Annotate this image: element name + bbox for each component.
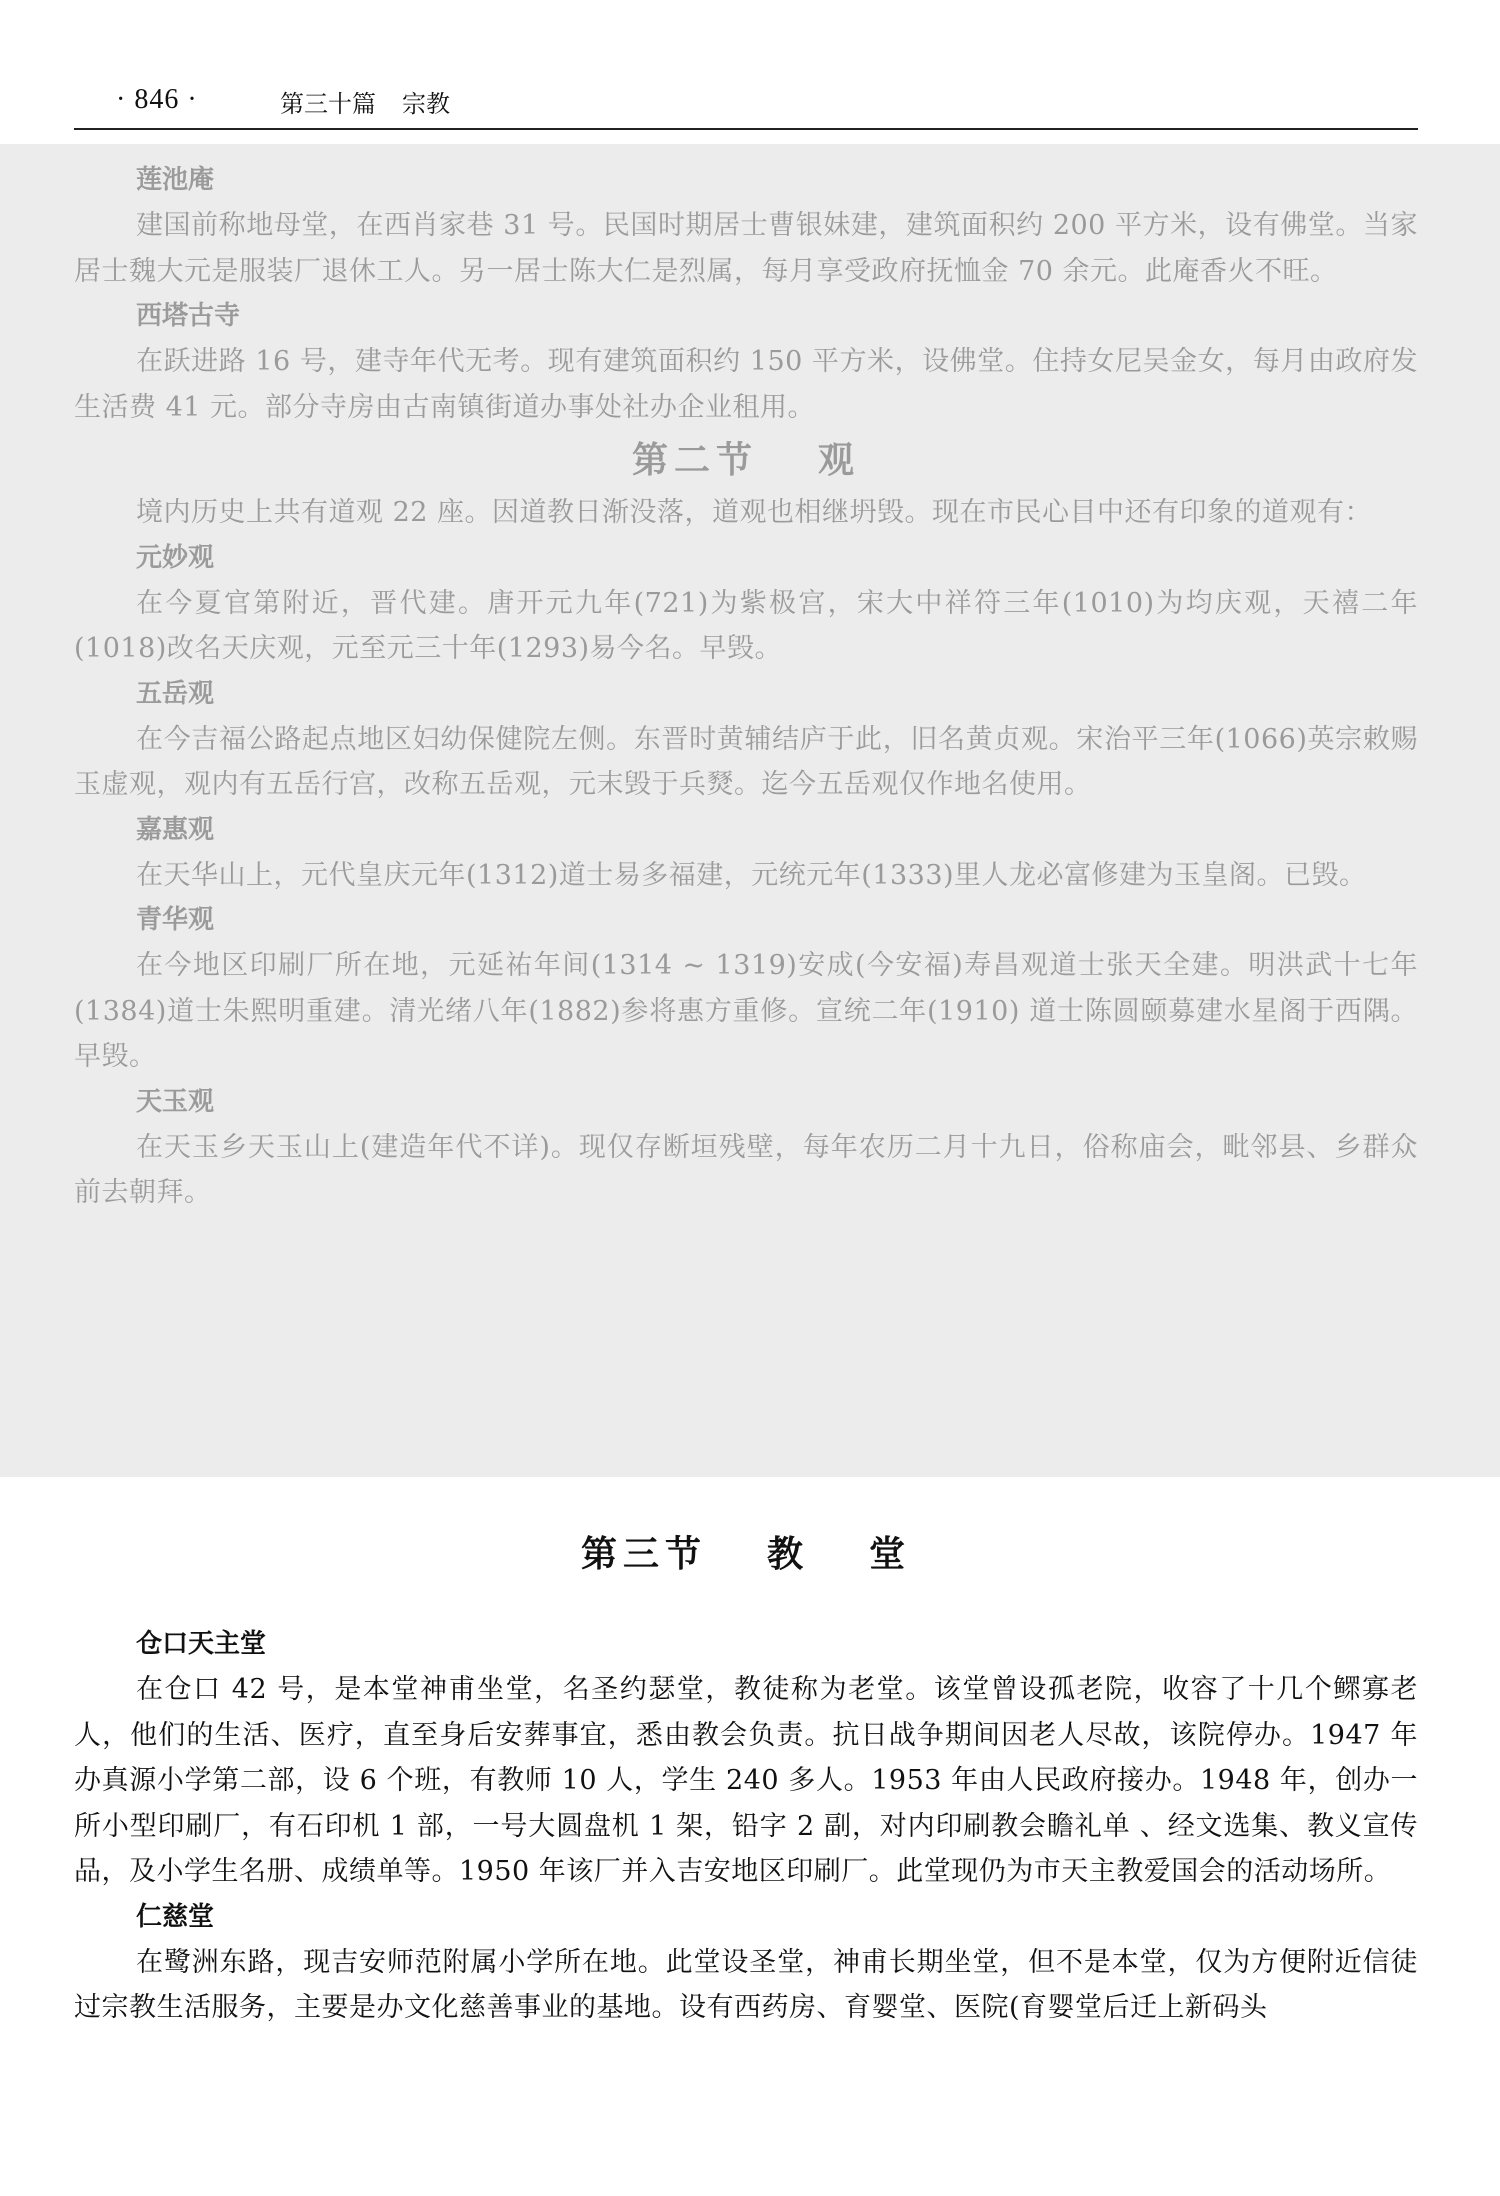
section-name-2: 堂 <box>869 1533 912 1575</box>
running-title <box>280 84 450 119</box>
entry-jiahuiguan <box>74 808 1418 899</box>
page-number: · 846 · <box>116 84 198 115</box>
entry-rencitang <box>74 1895 1418 2031</box>
entry-heading: 西塔古寺 <box>136 301 241 331</box>
entry-heading: 天玉观 <box>136 1086 215 1117</box>
part-label: 第三十篇 <box>280 90 376 118</box>
entry-heading: 五岳观 <box>136 678 215 709</box>
entry-text: 在跃进路 16 号，建寺年代无考。现有建筑面积约 150 平方米，设佛堂。住持女尼吴金女，每月由政府发生活费 41 元。部分寺房由古南镇街道办事处社办企业租用。 <box>74 346 1418 423</box>
entry-text: 在鹭洲东路，现吉安师范附属小学所在地。此堂设圣堂，神甫长期坐堂，但不是本堂，仅为方便附近信徒过宗教生活服务，主要是办文化慈善事业的基地。设有西药房、育婴堂、医院(育婴堂后迁上新码头 <box>74 1946 1418 2023</box>
entry-text: 在今地区印刷厂所在地，元延祐年间(1314 ~ 1319)安成(今安福)寿昌观道士张天全建。明洪武十七年(1384)道士朱熙明重建。清光绪八年(1882)参将惠方重修。宣统二年(1910) 道士陈圆颐募建水星阁于西隅。早毁。 <box>74 950 1418 1072</box>
entry-heading: 仓口天主堂 <box>136 1629 267 1659</box>
entry-xita-gusi <box>74 294 1418 430</box>
main-content <box>74 1524 1418 2031</box>
section-title-jiaotang <box>74 1524 1418 1584</box>
section-title-guan <box>74 430 1418 490</box>
entry-qinghuaguan <box>74 898 1418 1080</box>
entry-text: 建国前称地母堂，在西肖家巷 31 号。民国时期居士曹银妹建，建筑面积约 200 平方米，设有佛堂。当家居士魏大元是服装厂退休工人。另一居士陈大仁是烈属，每月享受政府抚恤金 70 余元。此庵香火不旺。 <box>74 210 1418 287</box>
entry-heading: 莲池庵 <box>136 165 215 195</box>
entry-heading: 元妙观 <box>136 542 215 573</box>
topic-label: 宗教 <box>402 90 450 118</box>
section-name: 观 <box>818 439 861 481</box>
entry-wuyueguan <box>74 672 1418 808</box>
section-number: 第二节 <box>631 439 758 481</box>
entry-text: 在今吉福公路起点地区妇幼保健院左侧。东晋时黄辅结庐于此，旧名黄贞观。宋治平三年(1066)英宗敕赐玉虚观，观内有五岳行宫，改称五岳观，元末毁于兵燹。迄今五岳观仅作地名使用。 <box>74 723 1418 800</box>
entry-text: 在天华山上，元代皇庆元年(1312)道士易多福建，元统元年(1333)里人龙必富修建为玉皇阁。已毁。 <box>136 859 1367 891</box>
entry-cangkou-tianzhutang <box>74 1622 1418 1895</box>
entry-heading: 仁慈堂 <box>136 1901 215 1932</box>
entry-lianchian <box>74 158 1418 294</box>
entry-text: 在天玉乡天玉山上(建造年代不详)。现仅存断垣残壁，每年农历二月十九日，俗称庙会，毗邻县、乡群众前去朝拜。 <box>74 1131 1418 1208</box>
entry-text: 在今夏官第附近，晋代建。唐开元九年(721)为紫极宫，宋大中祥符三年(1010)为均庆观，天禧二年(1018)改名天庆观，元至元三十年(1293)易今名。早毁。 <box>74 587 1418 664</box>
section-intro: 境内历史上共有道观 22 座。因道教日渐没落，道观也相继坍毁。现在市民心目中还有印象的道观有： <box>136 497 1373 528</box>
section-name-1: 教 <box>766 1533 809 1575</box>
entry-text: 在仓口 42 号，是本堂神甫坐堂，名圣约瑟堂，教徒称为老堂。该堂曾设孤老院，收容了十几个鳏寡老人，他们的生活、医疗，直至身后安葬事宜，悉由教会负责。抗日战争期间因老人尽故，该院停办。1947 年办真源小学第二部，设 6 个班，有教师 10 人，学生 240 多人。1953 年由人民政府接办。1948 年，创办一所小型印刷厂，有石印机 1 部，一号大圆盘机 1 架，铅字 2 副，对内印刷教会瞻礼单 、经文选集、教义宣传品，及小学生名册、成绩单等。1950 年该厂并入吉安地区印刷厂。此堂现仍为市天主教爱国会的活动场所。 <box>74 1674 1418 1887</box>
header-rule <box>74 128 1418 130</box>
entry-heading: 嘉惠观 <box>136 814 215 845</box>
section-number: 第三节 <box>580 1533 707 1575</box>
faded-content <box>74 158 1418 1216</box>
entry-heading: 青华观 <box>136 905 215 935</box>
entry-tianyuguan <box>74 1080 1418 1216</box>
entry-yuanmiaoguan <box>74 536 1418 672</box>
page-header <box>0 0 1500 144</box>
